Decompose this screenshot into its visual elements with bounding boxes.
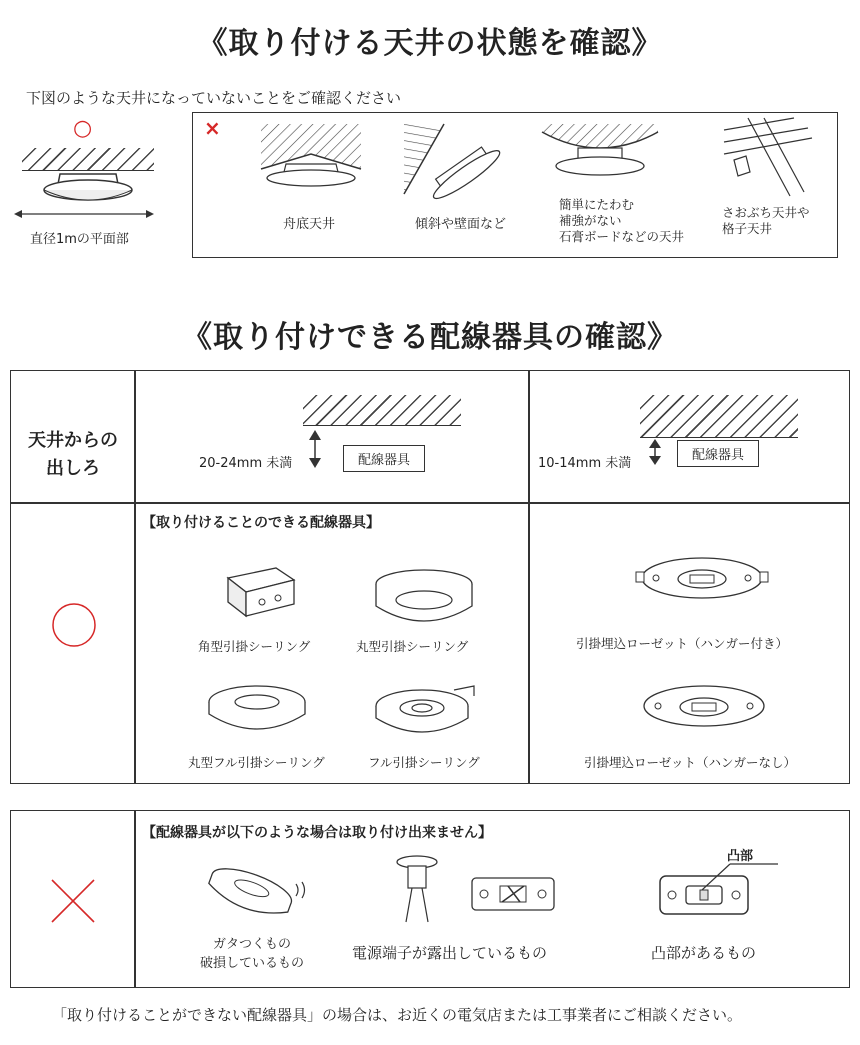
slope-ceiling-icon [404,124,514,200]
device-label: 丸型フル引掛シーリング [188,755,325,770]
wiring-device-tag: 配線器具 [343,445,425,472]
clearance-cell-left [134,370,530,504]
ok-circle-mark [51,602,97,648]
device-label: 引掛埋込ローゼット（ハンガー付き） [576,636,789,651]
ng-item-label: ガタつくもの 破損しているもの [199,937,304,971]
ng-item-label: 凸部があるもの [651,944,757,962]
ng-item-label: 傾斜や壁面など [415,217,507,232]
section1-title: 《取り付ける天井の状態を確認》 [197,26,663,61]
ceiling-light-illustration [38,170,138,210]
square-ceiling-socket-icon [218,564,302,624]
round-ceiling-socket-icon [372,566,476,628]
ng-devices-heading: 【配線器具が以下のような場合は取り付け出来ません】 [142,825,492,841]
flat-ceiling-hatch [22,148,154,171]
exposed-terminal-face-icon [470,874,556,914]
exposed-terminal-icon [392,854,442,924]
footer-note: 「取り付けることができない配線器具」の場合は、お近くの電気店または工事業者にご相談ください。 [52,1006,743,1024]
diameter-arrow [14,209,154,219]
ng-item-label: さおぶち天井や 格子天井 [722,205,810,236]
device-label: 引掛埋込ローゼット（ハンガーなし） [584,755,797,770]
device-label: 丸型引掛シーリング [356,639,469,654]
ok-mark: ○ [73,116,93,141]
ceiling-hatch [640,395,798,438]
full-ceiling-socket-icon [370,680,480,742]
usable-devices-heading: 【取り付けることのできる配線器具】 [142,515,380,531]
protrusion-label: 凸部 [727,849,754,864]
sagging-ceiling-icon [540,124,660,184]
ng-item-label: 簡単にたわむ 補強がない 石膏ボードなどの天井 [559,197,685,244]
clearance-range: 10-14mm 未満 [538,456,632,471]
embedded-rosette-with-hanger-icon [634,552,774,606]
ng-mark: × [204,116,221,140]
device-label: 角型引掛シーリング [198,639,311,654]
wiring-device-tag: 配線器具 [677,440,759,467]
loose-damaged-device-icon [200,858,310,928]
ng-item-label: 電源端子が露出しているもの [352,944,548,962]
round-full-ceiling-socket-icon [205,680,309,738]
section2-title: 《取り付けできる配線器具の確認》 [182,320,678,355]
ceiling-instruction: 下図のような天井になっていないことをご確認ください [26,89,402,107]
embedded-rosette-without-hanger-icon [640,680,770,734]
clearance-arrow-icon [648,439,662,465]
row-header: 天井からの 出しろ [28,430,118,479]
ceiling-hatch [303,395,461,426]
device-label: フル引掛シーリング [368,755,480,770]
ng-item-label: 舟底天井 [283,217,336,232]
flat-area-caption: 直径1mの平面部 [30,232,129,247]
clearance-arrow-icon [308,430,322,468]
clearance-range: 20-24mm 未満 [199,456,293,471]
boat-ceiling-icon [256,124,366,194]
protrusion-pointer-line [700,862,780,892]
grid-ceiling-icon [724,118,812,196]
ng-cross-mark [50,878,96,924]
